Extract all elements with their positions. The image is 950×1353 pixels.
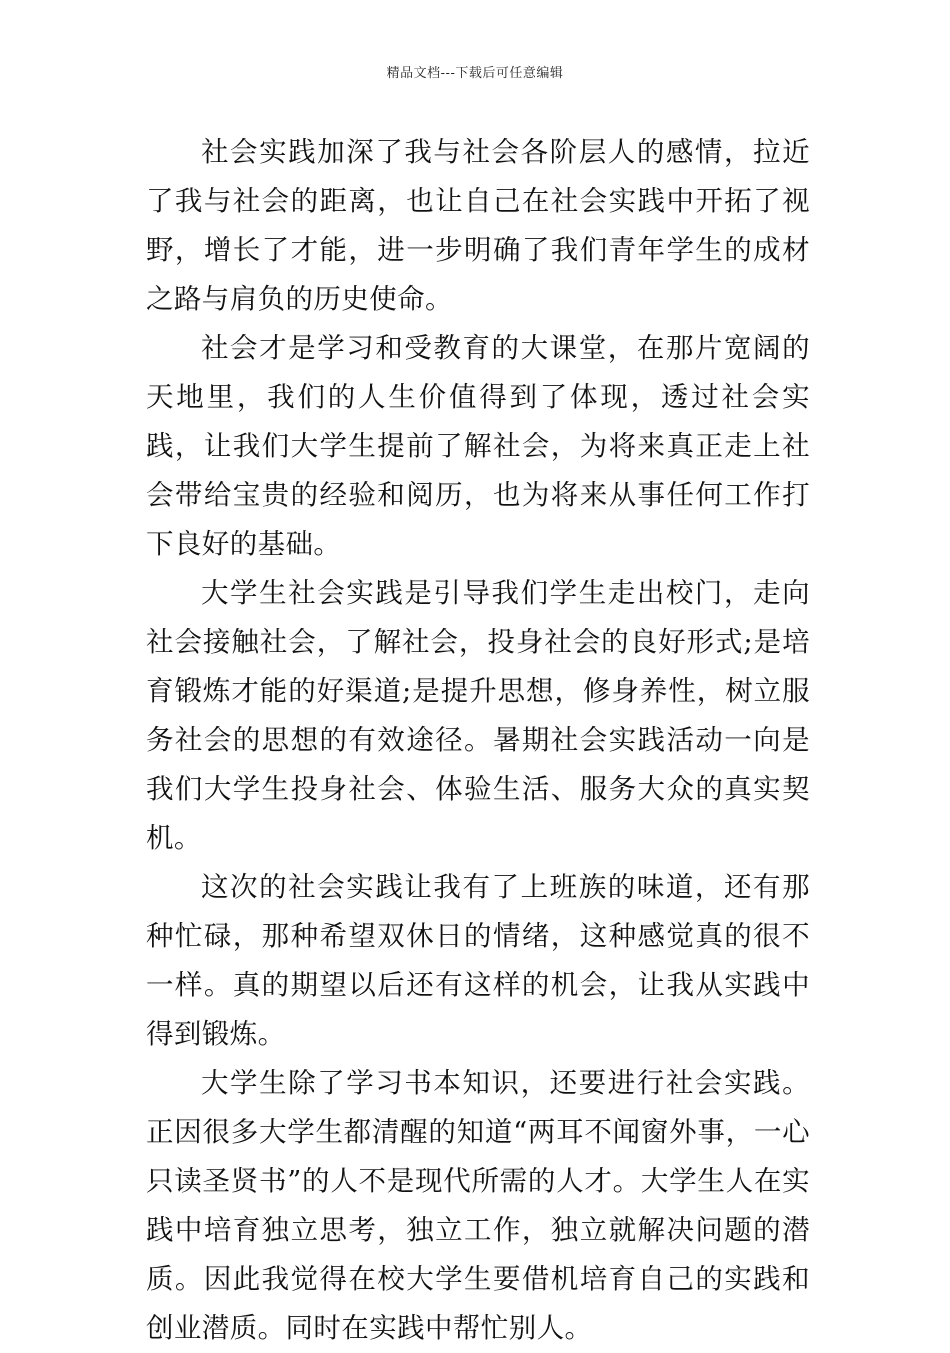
paragraph-4: 这次的社会实践让我有了上班族的味道，还有那种忙碌，那种希望双休日的情绪，这种感觉真的很不一样。真的期望以后还有这样的机会，让我从实践中得到锻炼。 [146, 871, 810, 1050]
paragraph-2: 社会才是学习和受教育的大课堂，在那片宽阔的天地里，我们的人生价值得到了体现，透过社会实践，让我们大学生提前了解社会，为将来真正走上社会带给宝贵的经验和阅历，也为将来从事任何工作打下良好的基础。 [146, 332, 810, 560]
page-header: 精品文档---下载后可任意编辑 [386, 66, 564, 81]
paragraph-1: 社会实践加深了我与社会各阶层人的感情，拉近了我与社会的距离，也让自己在社会实践中开拓了视野，增长了才能，进一步明确了我们青年学生的成材之路与肩负的历史使命。 [146, 136, 810, 315]
paragraph-5: 大学生除了学习书本知识，还要进行社会实践。正因很多大学生都清醒的知道“两耳不闻窗外事，一心只读圣贤书”的人不是现代所需的人才。大学生人在实践中培育独立思考，独立工作，独立就解决问题的潜质。因此我觉得在校大学生要借机培育自己的实践和创业潜质。同时在实践中帮忙别人。 [146, 1067, 810, 1344]
document-body [146, 128, 810, 1353]
paragraph-3: 大学生社会实践是引导我们学生走出校门，走向社会接触社会，了解社会，投身社会的良好形式;是培育锻炼才能的好渠道;是提升思想，修身养性，树立服务社会的思想的有效途径。暑期社会实践活动一向是我们大学生投身社会、体验生活、服务大众的真实契机。 [146, 577, 810, 854]
